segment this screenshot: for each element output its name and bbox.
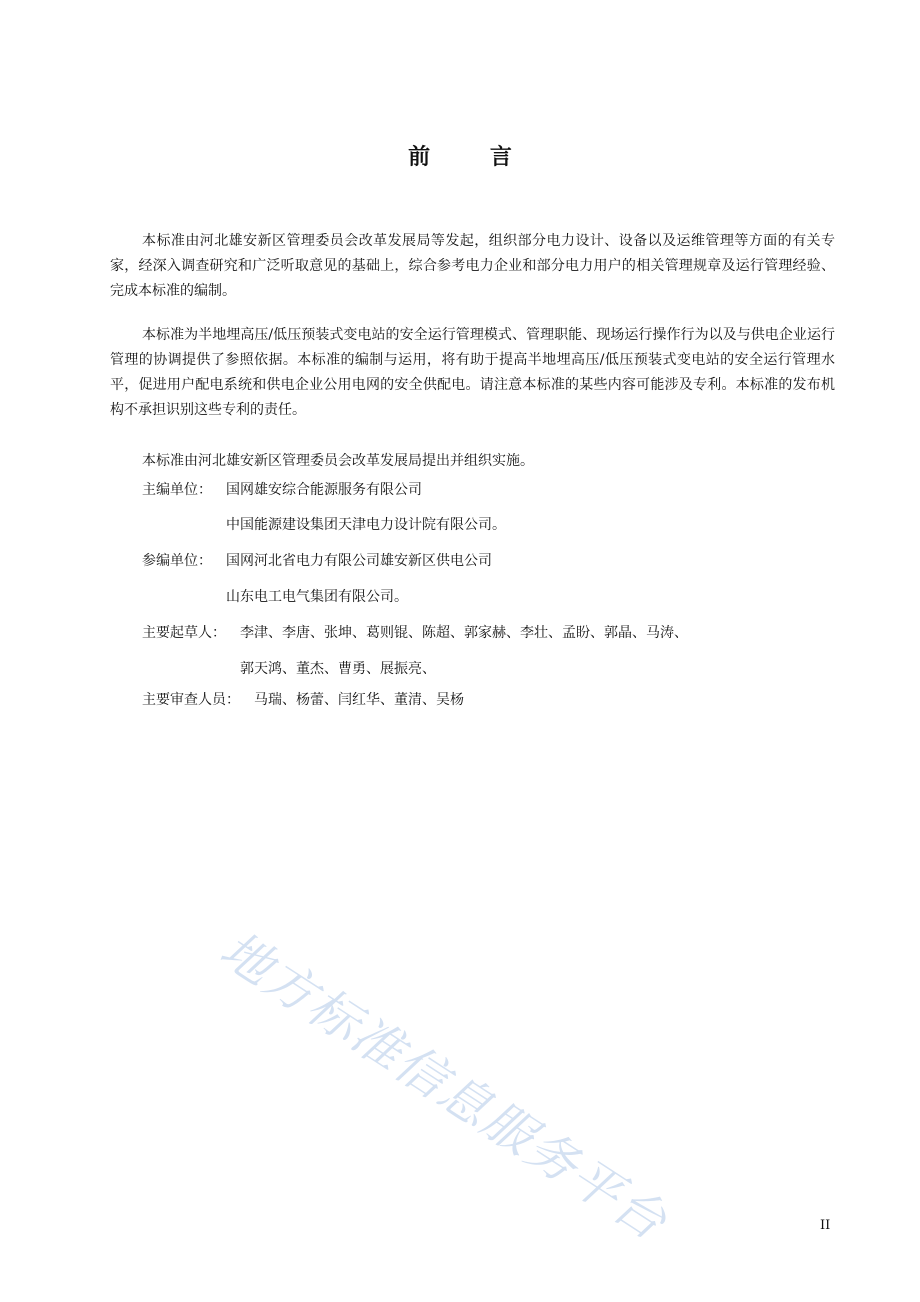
drafters-names-line1: 李津、李唐、张坤、葛则锟、陈超、郭家赫、李壮、孟盼、郭晶、马涛、 <box>240 625 688 641</box>
chief-units-label: 主编单位： <box>142 482 212 498</box>
watermark: 地方标准信息服务平台 <box>210 920 678 1252</box>
participating-units-label: 参编单位： <box>142 553 212 569</box>
page-number: II <box>820 1218 831 1233</box>
reviewers-label: 主要审查人员： <box>142 692 240 708</box>
chief-unit-item: 中国能源建设集团天津电力设计院有限公司。 <box>226 517 506 533</box>
paragraph-origin: 本标准由河北雄安新区管理委员会改革发展局等发起，组织部分电力设计、设备以及运维管理等方面的有关专家，经深入调查研究和广泛听取意见的基础上，综合参考电力企业和部分电力用户的相关管理规章及运行管理经验、完成本标准的编制。 <box>110 233 835 299</box>
participating-unit-item: 国网河北省电力有限公司雄安新区供电公司 <box>226 553 492 569</box>
paragraph-purpose: 本标准为半地埋高压/低压预装式变电站的安全运行管理模式、管理职能、现场运行操作行为以及与供电企业运行管理的协调提供了参照依据。本标准的编制与运用，将有助于提高半地埋高压/低压预装式变电站的安全运行管理水平，促进用户配电系统和供电企业公用电网的安全供配电。请注意本标准的某些内容可能涉及专利。本标准的发布机构不承担识别这些专利的责任。 <box>110 327 835 418</box>
page-title: 前 言 <box>408 145 538 170</box>
participating-unit-item: 山东电工电气集团有限公司。 <box>226 589 408 605</box>
drafters-names-line2: 郭天鸿、董杰、曹勇、展振亮、 <box>240 661 436 677</box>
chief-unit-item: 国网雄安综合能源服务有限公司 <box>226 482 422 498</box>
proposal-statement: 本标准由河北雄安新区管理委员会改革发展局提出并组织实施。 <box>142 453 534 469</box>
drafters-label: 主要起草人： <box>142 625 226 641</box>
reviewers-names: 马瑞、杨蕾、闫红华、董清、吴杨 <box>254 692 464 708</box>
